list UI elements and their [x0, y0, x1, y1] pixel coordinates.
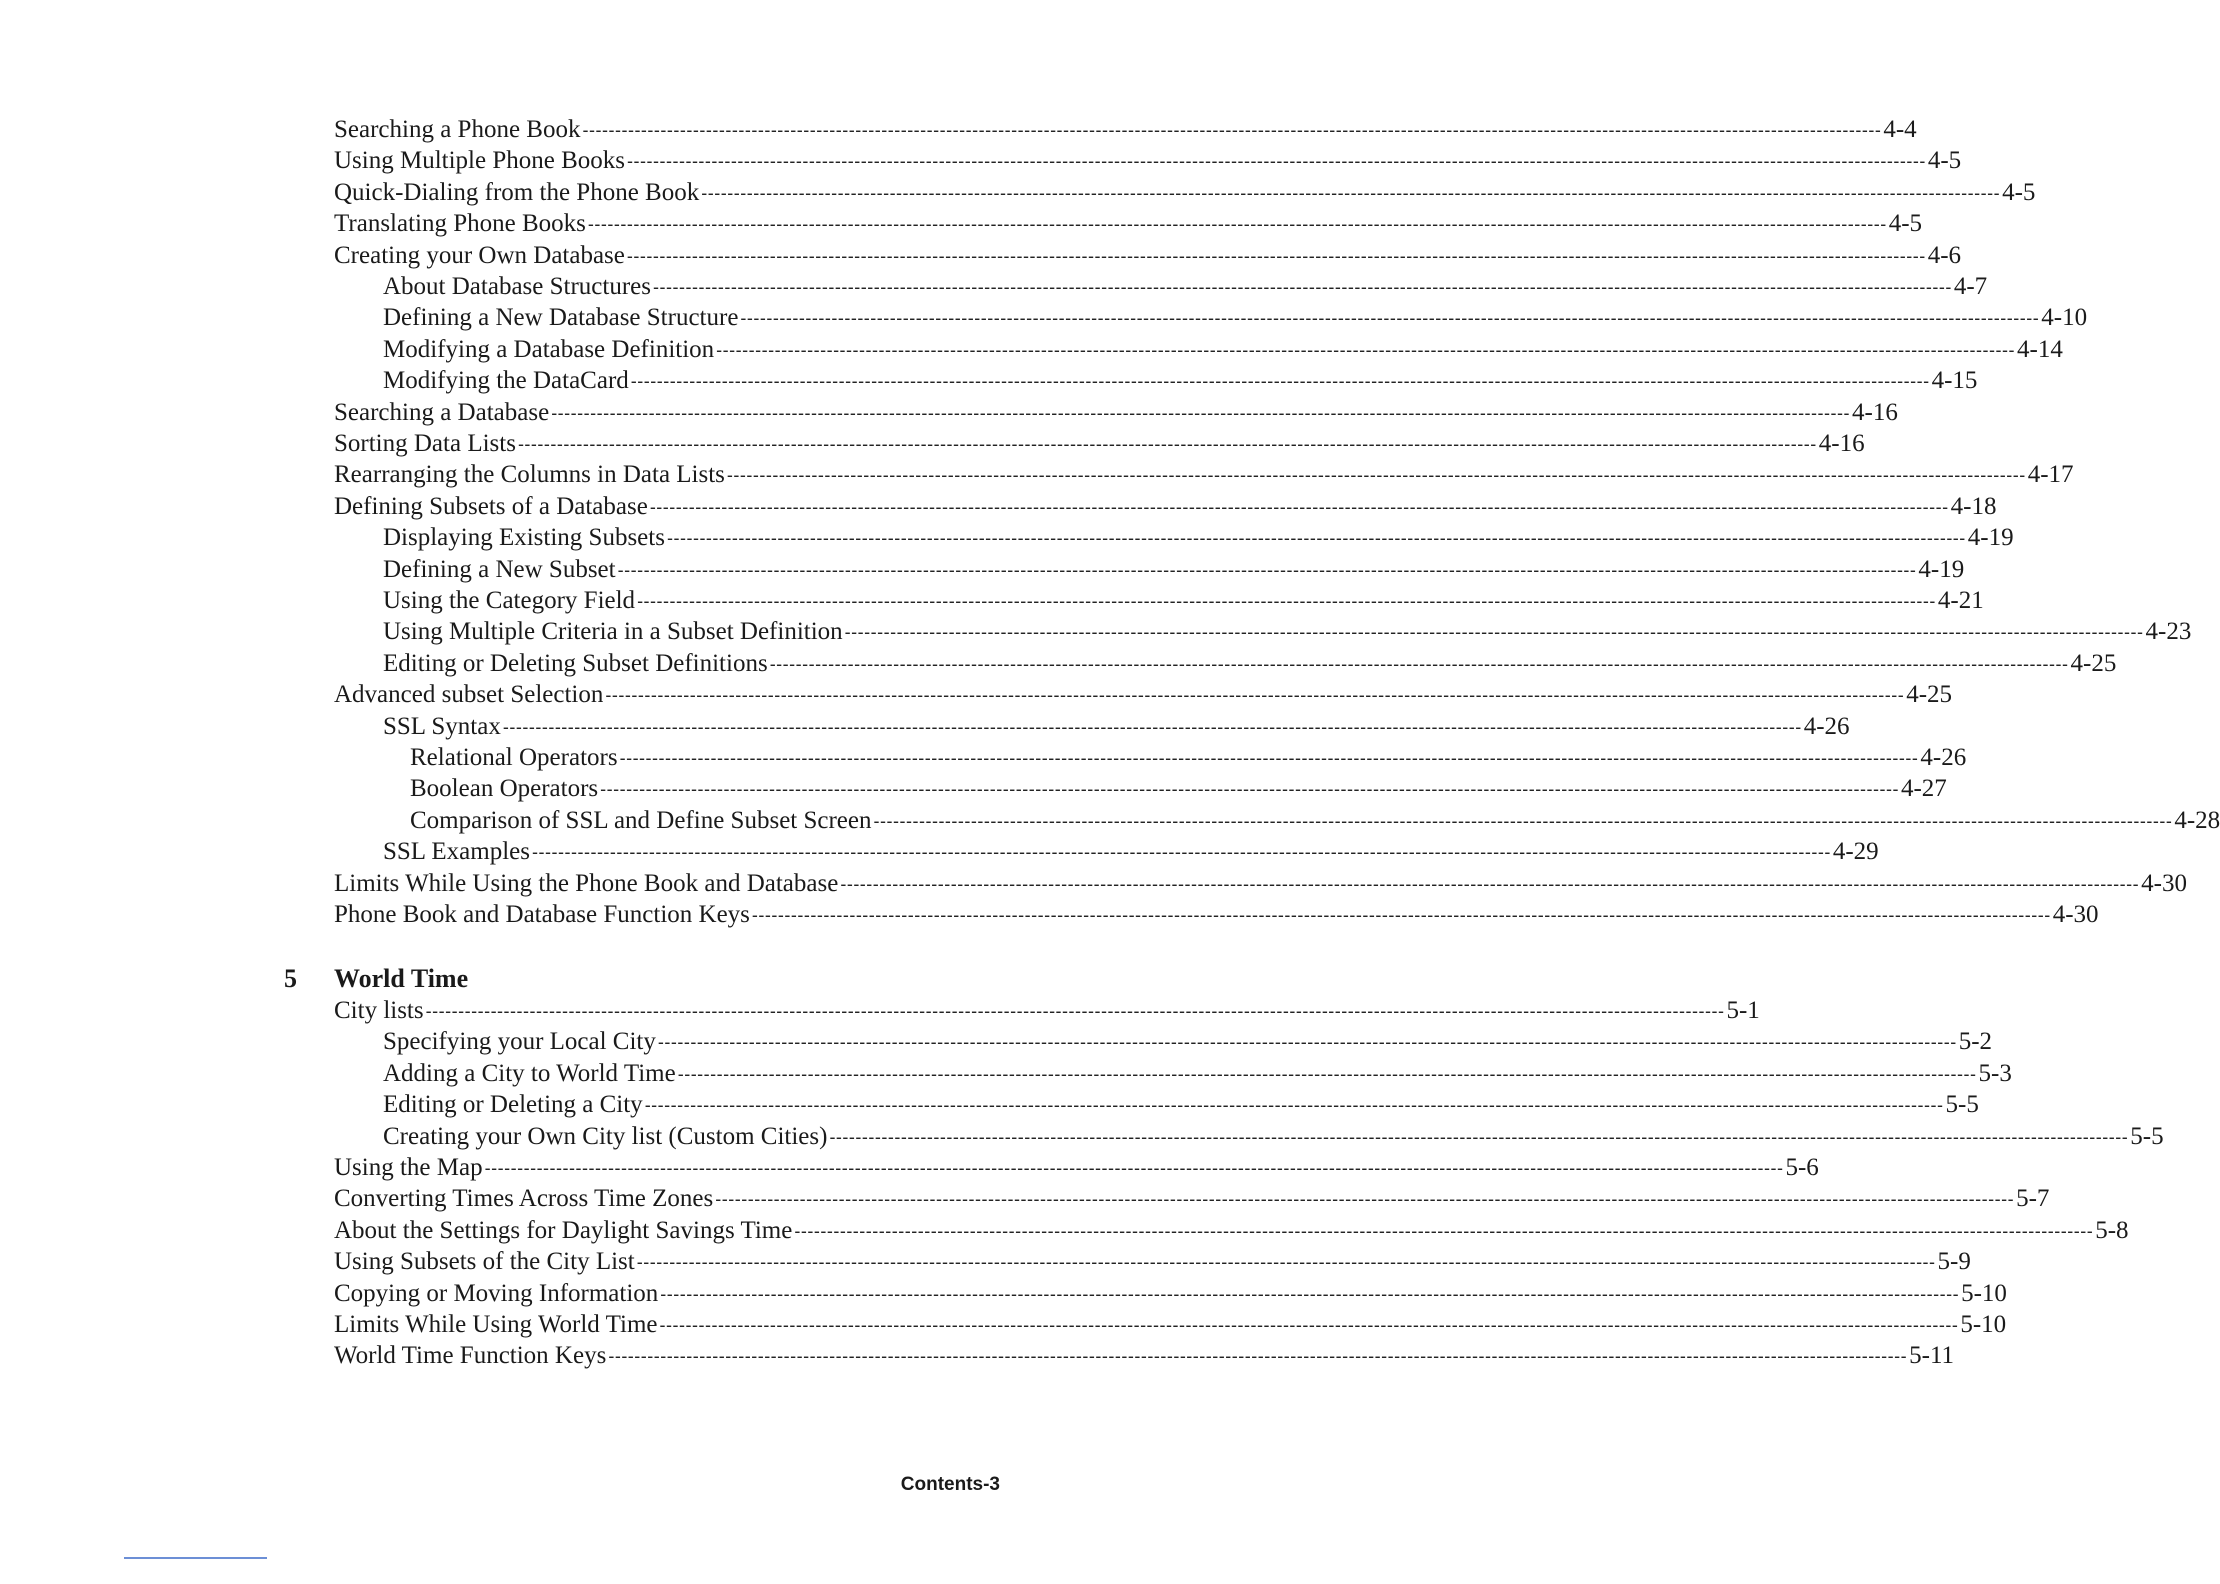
- toc-entry-page: 4-25: [1906, 681, 1953, 709]
- toc-entry-page: 4-25: [2070, 649, 2117, 677]
- toc-entry-page: 5-5: [1945, 1091, 1979, 1119]
- page-footer-label: Contents-3: [900, 1474, 1000, 1495]
- toc-entry-title: Boolean Operators: [410, 775, 599, 803]
- toc-entry-title: Translating Phone Books: [334, 210, 586, 238]
- toc-leader-dashes: --------------------------------------------------------------------------------------------------------------------------------------------------------------------------------------------------------: [844, 622, 2144, 643]
- toc-entry[interactable]: [334, 1152, 1819, 1184]
- toc-entry-page: 4-14: [2017, 335, 2063, 363]
- toc-leader-dashes: --------------------------------------------------------------------------------------------------------------------------------------------------------------------------------------------------------: [605, 685, 1905, 706]
- toc-leader-dashes: --------------------------------------------------------------------------------------------------------------------------------------------------------------------------------------------------------: [652, 277, 1952, 297]
- toc-leader-dashes: --------------------------------------------------------------------------------------------------------------------------------------------------------------------------------------------------------: [619, 748, 1919, 768]
- toc-leader-dashes: --------------------------------------------------------------------------------------------------------------------------------------------------------------------------------------------------------: [617, 559, 1917, 580]
- toc-entry[interactable]: [334, 208, 1923, 240]
- toc-entry[interactable]: [334, 145, 1962, 177]
- toc-entry-title: Copying or Moving Information: [334, 1279, 659, 1307]
- toc-entry-title: Modifying a Database Definition: [383, 335, 715, 363]
- toc-entry[interactable]: [410, 742, 1967, 774]
- toc-entry-title: Using Multiple Criteria in a Subset Definition: [383, 618, 843, 646]
- chapter-title: World Time: [334, 964, 469, 993]
- toc-leader-dashes: --------------------------------------------------------------------------------------------------------------------------------------------------------------------------------------------------------: [873, 810, 2173, 831]
- toc-leader-dashes: --------------------------------------------------------------------------------------------------------------------------------------------------------------------------------------------------------: [794, 1220, 2094, 1241]
- toc-leader-dashes: --------------------------------------------------------------------------------------------------------------------------------------------------------------------------------------------------------: [517, 434, 1817, 454]
- toc-entry-page: 4-17: [2027, 461, 2074, 489]
- toc-entry[interactable]: [383, 616, 2192, 648]
- toc-entry-page: 5-7: [2016, 1185, 2050, 1213]
- toc-entry-page: 4-29: [1832, 838, 1879, 866]
- toc-entry-page: 4-28: [2174, 806, 2220, 834]
- toc-entry-page: 4-16: [1818, 430, 1865, 457]
- toc-entry-page: 4-10: [2041, 304, 2088, 332]
- toc-entry-page: 5-9: [1937, 1248, 1971, 1276]
- toc-leader-dashes: --------------------------------------------------------------------------------------------------------------------------------------------------------------------------------------------------------: [829, 1126, 2129, 1147]
- toc-entry[interactable]: [334, 114, 1917, 146]
- toc-entry[interactable]: [334, 679, 1953, 711]
- toc-leader-dashes: --------------------------------------------------------------------------------------------------------------------------------------------------------------------------------------------------------: [484, 1158, 1784, 1178]
- toc-entry-page: 4-23: [2145, 618, 2192, 646]
- toc-leader-dashes: --------------------------------------------------------------------------------------------------------------------------------------------------------------------------------------------------------: [660, 1283, 1960, 1304]
- toc-entry-title: Sorting Data Lists: [334, 430, 516, 457]
- toc-entry-title: Editing or Deleting Subset Definitions: [383, 649, 768, 677]
- toc-entry-page: 4-30: [2052, 901, 2099, 928]
- toc-entry-title: About the Settings for Daylight Savings Time: [334, 1216, 793, 1244]
- toc-entry[interactable]: [334, 459, 2074, 491]
- toc-entry-page: 5-8: [2095, 1216, 2129, 1244]
- toc-entry-title: Relational Operators: [410, 744, 618, 771]
- toc-entry-page: 4-21: [1937, 587, 1984, 614]
- toc-entry[interactable]: [334, 428, 1865, 460]
- footer-rule: [124, 1557, 267, 1559]
- toc-entry-title: Adding a City to World Time: [383, 1059, 676, 1087]
- toc-leader-dashes: --------------------------------------------------------------------------------------------------------------------------------------------------------------------------------------------------------: [657, 1032, 1957, 1053]
- toc-entry-page: 4-26: [1920, 744, 1967, 771]
- chapter-number: 5: [284, 964, 297, 993]
- toc-leader-dashes: --------------------------------------------------------------------------------------------------------------------------------------------------------------------------------------------------------: [636, 1252, 1936, 1273]
- toc-entry[interactable]: [383, 648, 2117, 680]
- toc-leader-dashes: --------------------------------------------------------------------------------------------------------------------------------------------------------------------------------------------------------: [425, 1001, 1725, 1021]
- toc-leader-dashes: --------------------------------------------------------------------------------------------------------------------------------------------------------------------------------------------------------: [626, 245, 1926, 266]
- toc-entry[interactable]: [383, 302, 2088, 334]
- toc-leader-dashes: --------------------------------------------------------------------------------------------------------------------------------------------------------------------------------------------------------: [608, 1346, 1908, 1367]
- toc-entry-title: Using Subsets of the City List: [334, 1248, 635, 1276]
- toc-entry-page: 4-18: [1950, 492, 1997, 520]
- toc-leader-dashes: --------------------------------------------------------------------------------------------------------------------------------------------------------------------------------------------------------: [751, 905, 2051, 925]
- toc-entry-title: Quick-Dialing from the Phone Book: [334, 178, 700, 206]
- toc-leader-dashes: --------------------------------------------------------------------------------------------------------------------------------------------------------------------------------------------------------: [840, 873, 2140, 894]
- toc-leader-dashes: --------------------------------------------------------------------------------------------------------------------------------------------------------------------------------------------------------: [627, 151, 1926, 172]
- toc-leader-dashes: --------------------------------------------------------------------------------------------------------------------------------------------------------------------------------------------------------: [587, 214, 1887, 235]
- toc-entry[interactable]: [383, 522, 2014, 554]
- toc-leader-dashes: --------------------------------------------------------------------------------------------------------------------------------------------------------------------------------------------------------: [701, 182, 2001, 203]
- toc-entry-title: About Database Structures: [383, 273, 651, 300]
- toc-entry-page: 4-15: [1931, 367, 1978, 395]
- toc-leader-dashes: --------------------------------------------------------------------------------------------------------------------------------------------------------------------------------------------------------: [582, 120, 1882, 140]
- toc-leader-dashes: --------------------------------------------------------------------------------------------------------------------------------------------------------------------------------------------------------: [715, 1189, 2015, 1210]
- toc-entry-title: Comparison of SSL and Define Subset Screen: [410, 806, 872, 834]
- toc-entry[interactable]: [334, 1278, 2007, 1310]
- toc-entry-page: 5-3: [1978, 1059, 2012, 1087]
- toc-entry[interactable]: [383, 836, 1879, 868]
- toc-leader-dashes: --------------------------------------------------------------------------------------------------------------------------------------------------------------------------------------------------------: [740, 308, 2040, 329]
- toc-entry[interactable]: [334, 1309, 2007, 1341]
- toc-leader-dashes: --------------------------------------------------------------------------------------------------------------------------------------------------------------------------------------------------------: [502, 716, 1802, 737]
- toc-entry[interactable]: [334, 1246, 1971, 1278]
- toc-entry-title: SSL Examples: [383, 838, 530, 866]
- toc-entry[interactable]: [334, 177, 2036, 209]
- toc-entry[interactable]: [383, 1089, 1979, 1121]
- toc-entry-title: Defining a New Database Structure: [383, 304, 739, 332]
- toc-entry-title: Displaying Existing Subsets: [383, 524, 665, 552]
- toc-leader-dashes: --------------------------------------------------------------------------------------------------------------------------------------------------------------------------------------------------------: [769, 653, 2069, 674]
- toc-entry-page: 5-11: [1909, 1342, 1955, 1370]
- toc-leader-dashes: --------------------------------------------------------------------------------------------------------------------------------------------------------------------------------------------------------: [551, 402, 1851, 423]
- toc-entry-page: 5-6: [1785, 1154, 1819, 1181]
- toc-leader-dashes: --------------------------------------------------------------------------------------------------------------------------------------------------------------------------------------------------------: [677, 1063, 1977, 1084]
- toc-entry-title: Defining Subsets of a Database: [334, 492, 648, 520]
- toc-entry-title: Using the Category Field: [383, 587, 636, 614]
- toc-entry[interactable]: [410, 773, 1947, 805]
- toc-leader-dashes: --------------------------------------------------------------------------------------------------------------------------------------------------------------------------------------------------------: [600, 779, 1899, 800]
- toc-leader-dashes: --------------------------------------------------------------------------------------------------------------------------------------------------------------------------------------------------------: [716, 339, 2015, 360]
- toc-entry-page: 4-26: [1803, 712, 1850, 740]
- toc-entry-page: 4-5: [2002, 178, 2036, 206]
- toc-entry-page: 4-30: [2141, 869, 2187, 897]
- toc-entry[interactable]: [383, 585, 1984, 617]
- toc-entry[interactable]: [334, 240, 1962, 272]
- toc-entry-page: 5-2: [1958, 1028, 1993, 1056]
- toc-entry-title: Advanced subset Selection: [334, 681, 604, 709]
- toc-entry-title: SSL Syntax: [383, 712, 501, 740]
- toc-leader-dashes: --------------------------------------------------------------------------------------------------------------------------------------------------------------------------------------------------------: [726, 465, 2026, 486]
- toc-entry[interactable]: [383, 334, 2063, 366]
- toc-entry-page: 5-10: [1961, 1279, 2007, 1307]
- toc-entry-title: Phone Book and Database Function Keys: [334, 901, 750, 928]
- toc-entry[interactable]: [383, 365, 1978, 397]
- toc-entry-page: 4-5: [1888, 210, 1923, 238]
- toc-entry-page: 5-1: [1726, 997, 1760, 1024]
- toc-entry-page: 4-4: [1883, 116, 1917, 143]
- toc-entry[interactable]: [383, 554, 1965, 586]
- toc-entry[interactable]: [334, 1340, 1955, 1372]
- toc-entry-page: 4-27: [1900, 775, 1947, 803]
- toc-entry-title: Searching a Database: [334, 398, 550, 426]
- toc-entry-page: 4-16: [1852, 398, 1898, 426]
- toc-entry-page: 4-7: [1953, 273, 1988, 300]
- toc-entry-title: Modifying the DataCard: [383, 367, 629, 395]
- toc-entry-title: Limits While Using World Time: [334, 1311, 658, 1338]
- toc-entry[interactable]: [334, 397, 1898, 429]
- toc-entry-title: Editing or Deleting a City: [383, 1091, 643, 1119]
- toc-entry[interactable]: [383, 1026, 1993, 1058]
- toc-entry-title: Searching a Phone Book: [334, 116, 581, 143]
- toc-entry[interactable]: [383, 271, 1988, 303]
- toc-entry-page: 5-10: [1960, 1311, 2007, 1338]
- toc-entry-title: Creating your Own City list (Custom Cities): [383, 1122, 828, 1150]
- toc-entry[interactable]: [334, 899, 2099, 931]
- toc-entry-title: Using the Map: [334, 1154, 483, 1181]
- toc-entry-page: 4-5: [1927, 147, 1962, 175]
- toc-entry-title: Limits While Using the Phone Book and Database: [334, 869, 839, 897]
- toc-leader-dashes: --------------------------------------------------------------------------------------------------------------------------------------------------------------------------------------------------------: [649, 496, 1949, 517]
- toc-entry-page: 5-5: [2130, 1122, 2164, 1150]
- toc-leader-dashes: --------------------------------------------------------------------------------------------------------------------------------------------------------------------------------------------------------: [532, 842, 1831, 863]
- toc-leader-dashes: --------------------------------------------------------------------------------------------------------------------------------------------------------------------------------------------------------: [666, 528, 1966, 549]
- toc-leader-dashes: --------------------------------------------------------------------------------------------------------------------------------------------------------------------------------------------------------: [644, 1095, 1944, 1116]
- toc-entry-title: Using Multiple Phone Books: [334, 147, 625, 175]
- toc-entry[interactable]: [334, 868, 2187, 900]
- toc-leader-dashes: --------------------------------------------------------------------------------------------------------------------------------------------------------------------------------------------------------: [637, 591, 1936, 611]
- toc-entry-title: Rearranging the Columns in Data Lists: [334, 461, 725, 489]
- toc-entry-title: Defining a New Subset: [383, 555, 616, 583]
- toc-entry[interactable]: [334, 491, 1997, 523]
- toc-entry-title: Creating your Own Database: [334, 241, 625, 269]
- toc-entry[interactable]: [383, 1121, 2164, 1153]
- toc-entry-page: 4-6: [1927, 241, 1962, 269]
- toc-entry[interactable]: [410, 805, 2220, 837]
- toc-entry[interactable]: [334, 1183, 2050, 1215]
- toc-entry-title: Specifying your Local City: [383, 1028, 656, 1056]
- toc-entry[interactable]: [334, 1215, 2129, 1247]
- toc-leader-dashes: --------------------------------------------------------------------------------------------------------------------------------------------------------------------------------------------------------: [659, 1315, 1959, 1335]
- toc-entry-title: World Time Function Keys: [334, 1342, 607, 1370]
- toc-entry-title: Converting Times Across Time Zones: [334, 1185, 714, 1213]
- toc-entry-title: City lists: [334, 997, 424, 1024]
- toc-entry[interactable]: [334, 995, 1760, 1027]
- toc-entry[interactable]: [383, 711, 1850, 743]
- toc-entry-page: 4-19: [1918, 555, 1965, 583]
- toc-entry[interactable]: [383, 1058, 2012, 1090]
- toc-entry-page: 4-19: [1967, 524, 2014, 552]
- toc-leader-dashes: --------------------------------------------------------------------------------------------------------------------------------------------------------------------------------------------------------: [630, 371, 1930, 392]
